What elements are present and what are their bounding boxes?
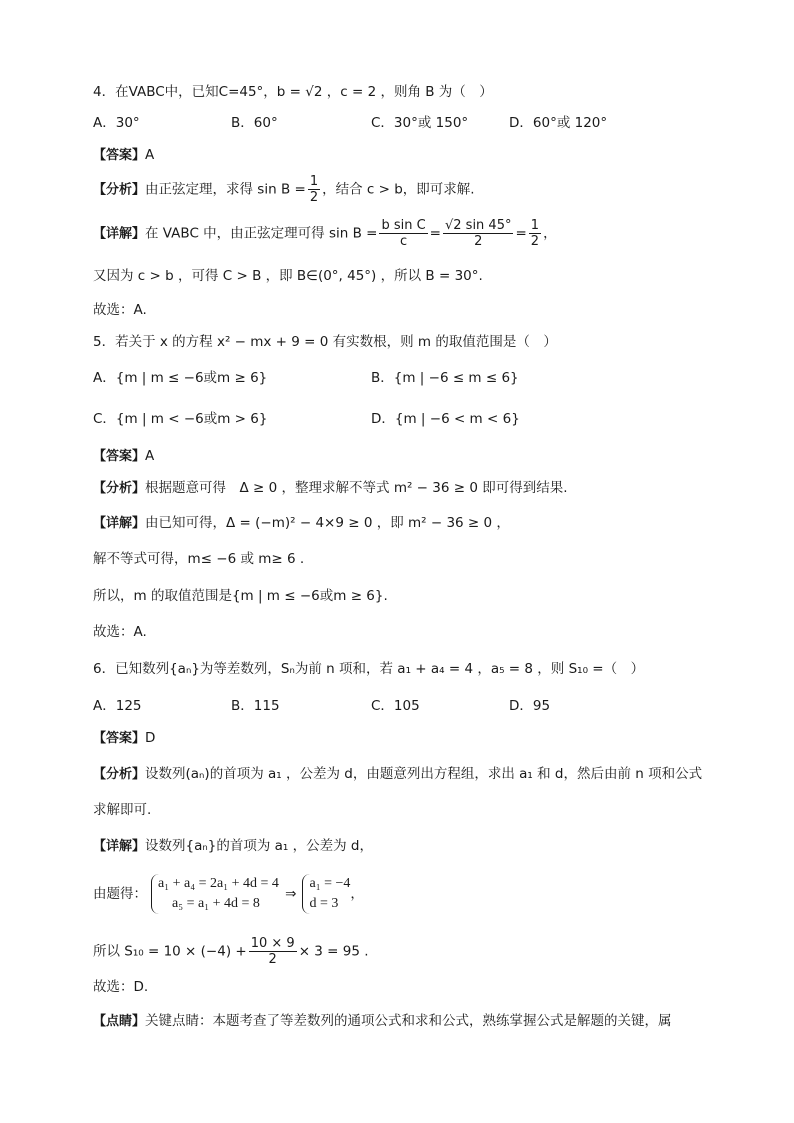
q6-option-a: A．125 [93, 698, 142, 714]
q6-equation-system [93, 874, 364, 914]
analysis-text-post: ，结合 c > b，即可求解. [322, 181, 475, 198]
q6-note [93, 1012, 672, 1031]
q6-option-d: D．95 [509, 698, 551, 714]
q4-option-d: D．60°或 120° [509, 115, 608, 131]
fraction-denominator: 2 [268, 952, 277, 967]
q5-answer [93, 447, 154, 466]
q6-stem: 6．已知数列{aₙ}为等差数列，Sₙ为前 n 项和，若 a₁ + a₄ = 4 ，a₅ = 8 ，则 S₁₀ =（ ） [93, 661, 645, 677]
detail-text: 由已知可得，Δ = (−m)² − 4×9 ≥ 0 ，即 m² − 36 ≥ 0 ， [145, 515, 510, 531]
system-eq2: a₅ = a₁ + 4d = 8 [172, 896, 260, 911]
note-text: 关键点睛：本题考查了等差数列的通项公式和求和公式，熟练掌握公式是解题的关键，属 [145, 1013, 672, 1029]
q4-option-c: C．30°或 150° [371, 115, 469, 131]
q5-option-c: C．{m | m < −6或m > 6} [93, 411, 268, 427]
detail-tag: 【详解】 [93, 839, 146, 854]
implies-arrow: ⇒ [285, 886, 297, 902]
analysis-tag: 【分析】 [93, 182, 146, 198]
system-end: ， [350, 886, 364, 902]
detail-text-end: ， [543, 225, 557, 242]
detail-tag: 【详解】 [93, 516, 146, 531]
detail-text: 设数列{aₙ}的首项为 a₁ ，公差为 d， [145, 838, 373, 854]
analysis-text: 根据题意可得 Δ ≥ 0 ，整理求解不等式 m² − 36 ≥ 0 即可得到结果. [145, 480, 568, 496]
sum-post: × 3 = 95 . [298, 943, 369, 960]
q4-option-a: A．30° [93, 115, 140, 131]
q5-option-d: D．{m | −6 < m < 6} [371, 411, 520, 427]
q5-detail-line2: 解不等式可得，m≤ −6 或 m≥ 6 . [93, 551, 305, 567]
fraction [249, 936, 297, 967]
system-sol2: d = 3 [309, 896, 339, 911]
answer-tag: 【答案】 [93, 449, 146, 464]
q6-choose: 故选：D. [93, 979, 149, 995]
q6-sum [93, 936, 369, 967]
fraction-numerator: b sin C [381, 218, 426, 233]
system-sol1: a₁ = −4 [309, 876, 351, 891]
fraction-denominator: 2 [474, 234, 483, 249]
q4-answer [93, 146, 154, 165]
sum-pre: 所以 S₁₀ = 10 × (−4) + [93, 943, 247, 960]
fraction [443, 218, 514, 249]
q4-option-b: B．60° [231, 115, 278, 131]
analysis-text-pre: 由正弦定理，求得 sin B = [145, 181, 306, 198]
q4-choose: 故选：A. [93, 302, 147, 318]
analysis-tag: 【分析】 [93, 767, 146, 782]
answer-value: A [145, 147, 155, 163]
fraction [308, 174, 320, 205]
q5-detail [93, 514, 510, 533]
system-right [302, 874, 350, 914]
answer-value: D [145, 730, 156, 746]
q5-choose: 故选：A. [93, 624, 147, 640]
analysis-tag: 【分析】 [93, 481, 146, 496]
answer-tag: 【答案】 [93, 148, 146, 163]
fraction-numerator: 1 [309, 174, 319, 189]
note-tag: 【点睛】 [93, 1014, 146, 1029]
q6-analysis [93, 765, 702, 784]
fraction-denominator: 2 [530, 234, 540, 249]
q5-option-b: B．{m | −6 ≤ m ≤ 6} [371, 370, 519, 386]
fraction-denominator: c [399, 234, 408, 249]
fraction [379, 218, 427, 249]
analysis-text: 设数列(aₙ)的首项为 a₁ ，公差为 d，由题意列出方程组，求出 a₁ 和 d，然后由前 n 项和公式 [145, 766, 703, 782]
fraction-numerator: 10 × 9 [250, 936, 295, 951]
answer-tag: 【答案】 [93, 731, 146, 746]
q6-answer [93, 729, 155, 748]
q6-option-b: B．115 [231, 698, 280, 714]
q4-detail-line2: 又因为 c > b ，可得 C > B ，即 B∈(0°, 45°) ，所以 B = 30°. [93, 268, 483, 284]
q4-analysis [93, 174, 475, 205]
q5-analysis [93, 479, 568, 498]
fraction [529, 218, 541, 249]
q5-option-a: A．{m | m ≤ −6或m ≥ 6} [93, 370, 268, 386]
system-left [151, 874, 279, 914]
q5-stem: 5．若关于 x 的方程 x² − mx + 9 = 0 有实数根，则 m 的取值范围是（ ） [93, 334, 557, 350]
fraction-denominator: 2 [309, 190, 319, 205]
fraction-numerator: √2 sin 45° [444, 218, 512, 233]
q6-detail [93, 837, 373, 856]
q5-detail-line3: 所以，m 的取值范围是{m | m ≤ −6或m ≥ 6}. [93, 588, 388, 604]
q6-analysis-line2: 求解即可. [93, 802, 152, 818]
q6-option-c: C．105 [371, 698, 420, 714]
q4-stem: 4．在VABC中，已知C=45°，b = √2 ，c = 2 ，则角 B 为（ ） [93, 84, 493, 100]
system-eq1: a₁ + a₄ = 2a₁ + 4d = 4 [158, 876, 279, 891]
detail-text-pre: 在 VABC 中，由正弦定理可得 sin B = [145, 225, 378, 242]
detail-tag: 【详解】 [93, 226, 146, 242]
fraction-numerator: 1 [530, 218, 540, 233]
system-label: 由题得： [93, 886, 147, 902]
answer-value: A [145, 448, 155, 464]
q4-detail: 【详解】在 VABC 中，由正弦定理可得 sin B = $\frac{\text{b sin C}}{c}$ = $\frac{√2 \sin 45^\circ}{2}$ = $\frac{1}{2}$ ， [93, 218, 557, 249]
